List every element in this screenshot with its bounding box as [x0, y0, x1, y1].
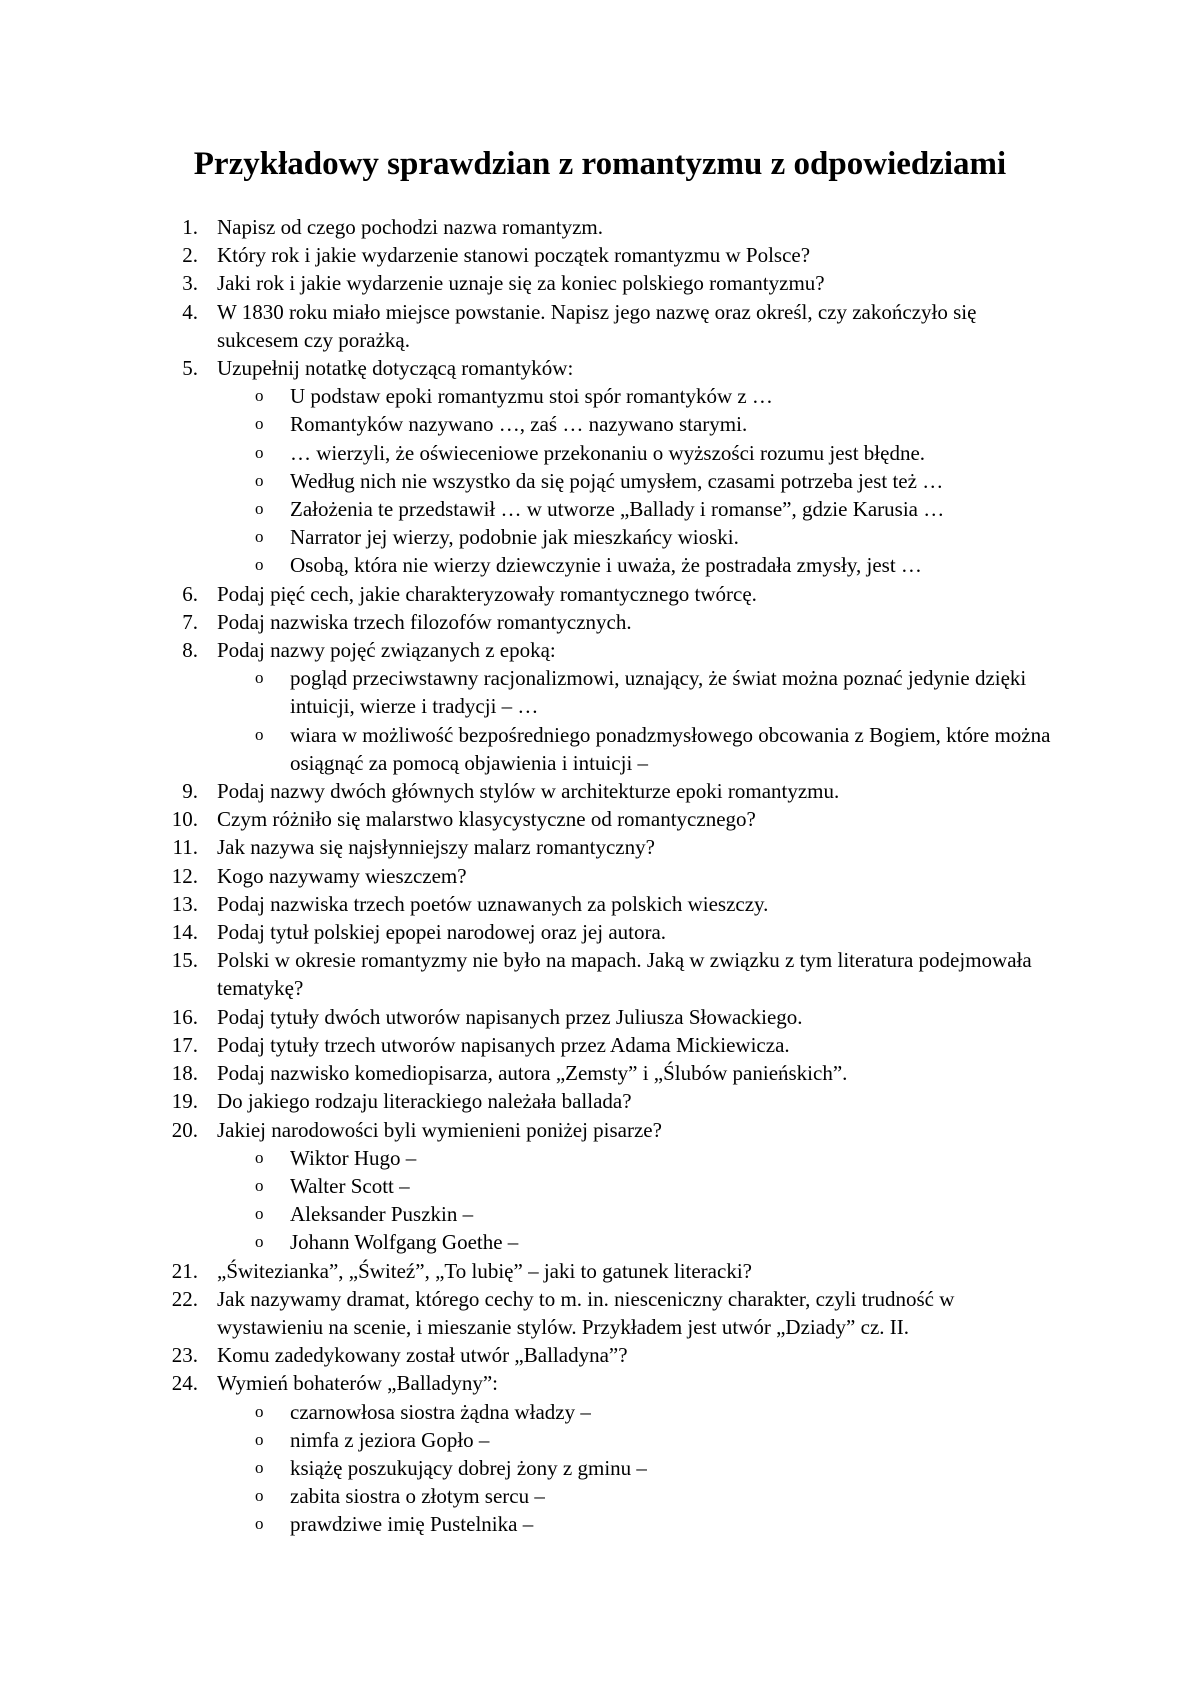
sub-item: [217, 467, 1060, 495]
question-number: 8.: [182, 638, 198, 663]
sub-item-text: nimfa z jeziora Gopło –: [290, 1427, 490, 1452]
sub-list: [217, 664, 1060, 777]
question-number: 19.: [171, 1089, 198, 1114]
question-item: [0, 1116, 1200, 1257]
sub-list: [217, 1144, 1060, 1257]
circle-bullet-icon: o: [255, 668, 264, 688]
question-item: [0, 918, 1200, 946]
question-item: [0, 1341, 1200, 1369]
circle-bullet-icon: o: [255, 1232, 264, 1252]
sub-item-text: Osobą, która nie wierzy dziewczynie i uważa, że postradała zmysły, jest …: [290, 553, 922, 578]
question-text: Jak nazywa się najsłynniejszy malarz romantyczny?: [217, 835, 655, 860]
sub-item: [217, 1228, 1060, 1256]
sub-item: [217, 1200, 1060, 1228]
question-text: Napisz od czego pochodzi nazwa romantyzm.: [217, 215, 604, 239]
circle-bullet-icon: o: [255, 1514, 264, 1534]
question-item: [0, 1087, 1200, 1115]
sub-item-text: wiara w możliwość bezpośredniego ponadzmysłowego obcowania z Bogiem, które można osiągnąć za pomocą objawienia i intuicji –: [290, 722, 1051, 775]
question-text: Podaj tytuł polskiej epopei narodowej oraz jej autora.: [217, 920, 667, 945]
document-title: Przykładowy sprawdzian z romantyzmu z odpowiedziami: [193, 146, 1007, 182]
sub-item: [217, 523, 1060, 551]
question-text: W 1830 roku miało miejsce powstanie. Napisz jego nazwę oraz określ, czy zakończyło się sukcesem czy porażką.: [217, 299, 977, 352]
question-number: 21.: [171, 1258, 198, 1283]
question-number: 14.: [171, 920, 198, 945]
question-text: Uzupełnij notatkę dotyczącą romantyków:: [217, 356, 574, 381]
question-text: Podaj tytuły dwóch utworów napisanych przez Juliusza Słowackiego.: [217, 1004, 803, 1029]
question-item: [0, 269, 1200, 297]
sub-item: [217, 1510, 1060, 1538]
sub-item-text: prawdziwe imię Pustelnika –: [290, 1512, 534, 1537]
sub-item: [217, 1172, 1060, 1200]
question-text: Podaj nazwiska trzech filozofów romantycznych.: [217, 609, 632, 634]
question-item: [0, 636, 1200, 777]
question-number: 15.: [171, 948, 198, 973]
question-number: 13.: [171, 891, 198, 916]
question-item: [0, 1257, 1200, 1285]
sub-item: [217, 439, 1060, 467]
circle-bullet-icon: o: [255, 470, 264, 490]
sub-list: [217, 382, 1060, 579]
question-text: Wymień bohaterów „Balladyny”:: [217, 1371, 498, 1396]
circle-bullet-icon: o: [255, 1204, 264, 1224]
circle-bullet-icon: o: [255, 1401, 264, 1421]
question-number: 9.: [182, 779, 198, 804]
circle-bullet-icon: o: [255, 555, 264, 575]
question-item: [0, 1369, 1200, 1538]
question-number: 12.: [171, 863, 198, 888]
question-text: Polski w okresie romantyzmy nie było na mapach. Jaką w związku z tym literatura podejmowała tematykę?: [217, 948, 1032, 1001]
sub-item: [217, 1482, 1060, 1510]
question-number: 1.: [182, 215, 198, 239]
sub-item: [217, 1398, 1060, 1426]
sub-item-text: Aleksander Puszkin –: [290, 1202, 474, 1227]
question-text: Podaj nazwiska trzech poetów uznawanych za polskich wieszczy.: [217, 891, 769, 916]
question-number: 23.: [171, 1343, 198, 1368]
question-text: Podaj nazwy dwóch głównych stylów w architekturze epoki romantyzmu.: [217, 779, 840, 804]
question-item: [0, 1285, 1200, 1341]
circle-bullet-icon: o: [255, 1175, 264, 1195]
circle-bullet-icon: o: [255, 442, 264, 462]
question-item: [0, 1031, 1200, 1059]
question-number: 10.: [171, 807, 198, 832]
sub-item-text: Johann Wolfgang Goethe –: [290, 1230, 519, 1255]
question-item: [0, 805, 1200, 833]
sub-item-text: zabita siostra o złotym sercu –: [290, 1484, 545, 1509]
question-number: 5.: [182, 356, 198, 381]
sub-item: [217, 1144, 1060, 1172]
question-number: 16.: [171, 1004, 198, 1029]
question-text: Podaj nazwisko komediopisarza, autora „Zemsty” i „Ślubów panieńskich”.: [217, 1061, 848, 1086]
question-number: 7.: [182, 609, 198, 634]
sub-item-text: Narrator jej wierzy, podobnie jak mieszkańcy wioski.: [290, 525, 739, 550]
question-item: [0, 1059, 1200, 1087]
question-text: Jak nazywamy dramat, którego cechy to m. in. niesceniczny charakter, czyli trudność w wystawieniu na scenie, i mieszanie stylów. Przykładem jest utwór „Dziady” cz. II.: [217, 1286, 955, 1339]
sub-item-text: Wiktor Hugo –: [290, 1145, 417, 1170]
question-item: [0, 580, 1200, 608]
sub-item: [217, 664, 1060, 720]
question-item: [0, 946, 1200, 1002]
question-text: Komu zadedykowany został utwór „Balladyna”?: [217, 1343, 628, 1368]
sub-item: [217, 382, 1060, 410]
question-number: 24.: [171, 1371, 198, 1396]
sub-item-text: U podstaw epoki romantyzmu stoi spór romantyków z …: [290, 384, 773, 409]
sub-item-text: książę poszukujący dobrej żony z gminu –: [290, 1455, 647, 1480]
sub-item-text: Według nich nie wszystko da się pojąć umysłem, czasami potrzeba jest też …: [290, 468, 944, 493]
question-text: Do jakiego rodzaju literackiego należała ballada?: [217, 1089, 632, 1114]
question-item: [0, 354, 1200, 580]
question-text: Podaj nazwy pojęć związanych z epoką:: [217, 638, 556, 663]
circle-bullet-icon: o: [255, 1429, 264, 1449]
question-number: 2.: [182, 243, 198, 268]
question-text: Jakiej narodowości byli wymienieni poniżej pisarze?: [217, 1117, 662, 1142]
sub-item-text: czarnowłosa siostra żądna władzy –: [290, 1399, 591, 1424]
question-number: 20.: [171, 1117, 198, 1142]
circle-bullet-icon: o: [255, 1486, 264, 1506]
circle-bullet-icon: o: [255, 386, 264, 406]
question-item: [0, 241, 1200, 269]
question-text: Podaj pięć cech, jakie charakteryzowały romantycznego twórcę.: [217, 581, 757, 606]
sub-item-text: Romantyków nazywano …, zaś … nazywano starymi.: [290, 412, 748, 437]
circle-bullet-icon: o: [255, 499, 264, 519]
sub-item: [217, 1426, 1060, 1454]
question-item: [0, 608, 1200, 636]
circle-bullet-icon: o: [255, 1457, 264, 1477]
sub-item: [217, 410, 1060, 438]
question-item: [0, 777, 1200, 805]
question-text: Jaki rok i jakie wydarzenie uznaje się za koniec polskiego romantyzmu?: [217, 271, 825, 296]
question-number: 11.: [172, 835, 198, 860]
question-number: 6.: [182, 581, 198, 606]
question-item: [0, 298, 1200, 354]
question-item: [0, 1003, 1200, 1031]
circle-bullet-icon: o: [255, 527, 264, 547]
question-number: 17.: [171, 1032, 198, 1057]
question-item: [0, 890, 1200, 918]
question-item: [0, 833, 1200, 861]
sub-item: [217, 1454, 1060, 1482]
circle-bullet-icon: o: [255, 414, 264, 434]
question-text: Który rok i jakie wydarzenie stanowi początek romantyzmu w Polsce?: [217, 243, 811, 268]
question-number: 18.: [171, 1061, 198, 1086]
question-item: [0, 862, 1200, 890]
sub-item: [217, 495, 1060, 523]
sub-item: [217, 551, 1060, 579]
question-number: 4.: [182, 299, 198, 324]
sub-item-text: Walter Scott –: [290, 1173, 410, 1198]
circle-bullet-icon: o: [255, 724, 264, 744]
circle-bullet-icon: o: [255, 1147, 264, 1167]
question-text: „Świtezianka”, „Świteź”, „To lubię” – jaki to gatunek literacki?: [217, 1258, 752, 1283]
question-text: Podaj tytuły trzech utworów napisanych przez Adama Mickiewicza.: [217, 1032, 790, 1057]
question-item: [0, 213, 1200, 241]
sub-item-text: pogląd przeciwstawny racjonalizmowi, uznający, że świat można poznać jedynie dzięki intuicji, wierze i tradycji – …: [290, 666, 1027, 719]
question-text: Czym różniło się malarstwo klasycystyczne od romantycznego?: [217, 807, 756, 832]
sub-item-text: … wierzyli, że oświeceniowe przekonaniu o wyższości rozumu jest błędne.: [290, 440, 926, 465]
sub-list: [217, 1398, 1060, 1539]
sub-item-text: Założenia te przedstawił … w utworze „Ballady i romanse”, gdzie Karusia …: [290, 497, 945, 522]
question-list: [0, 213, 1200, 1539]
sub-item: [217, 721, 1060, 777]
question-number: 22.: [171, 1286, 198, 1311]
question-number: 3.: [182, 271, 198, 296]
question-text: Kogo nazywamy wieszczem?: [217, 863, 467, 888]
